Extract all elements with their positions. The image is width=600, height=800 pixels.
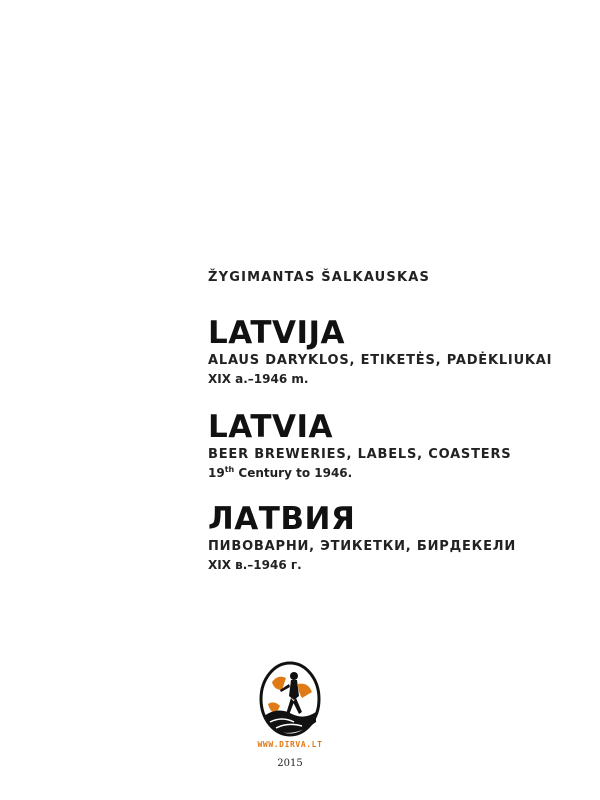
section-russian	[208, 502, 516, 575]
title-russian: ЛАТВИЯ	[208, 501, 356, 537]
author-name: ŽYGIMANTAS ŠALKAUSKAS	[208, 270, 431, 285]
title-english: LATVIA	[208, 409, 334, 445]
period-russian: XIX в.–1946 г.	[208, 558, 302, 572]
subtitle-english: BEER BREWERIES, LABELS, COASTERS	[208, 447, 512, 462]
publication-year: 2015	[277, 758, 303, 769]
period-english-prefix: 19	[208, 466, 225, 480]
section-lithuanian	[208, 316, 552, 389]
publisher-url: WWW.DIRVA.LT	[257, 740, 323, 749]
period-english	[208, 463, 511, 483]
subtitle-lithuanian: ALAUS DARYKLOS, ETIKETĖS, PADĖKLIUKAI	[208, 353, 553, 368]
title-lithuanian: LATVIJA	[208, 315, 346, 351]
period-lithuanian: XIX a.–1946 m.	[208, 372, 309, 386]
subtitle-russian: ПИВОВАРНИ, ЭТИКЕТКИ, БИРДЕКЕЛИ	[208, 539, 517, 554]
period-english-rest: Century to 1946.	[234, 466, 353, 480]
period-english-sup: th	[224, 465, 235, 474]
publisher-seal-icon	[258, 660, 322, 738]
section-english	[208, 410, 511, 483]
